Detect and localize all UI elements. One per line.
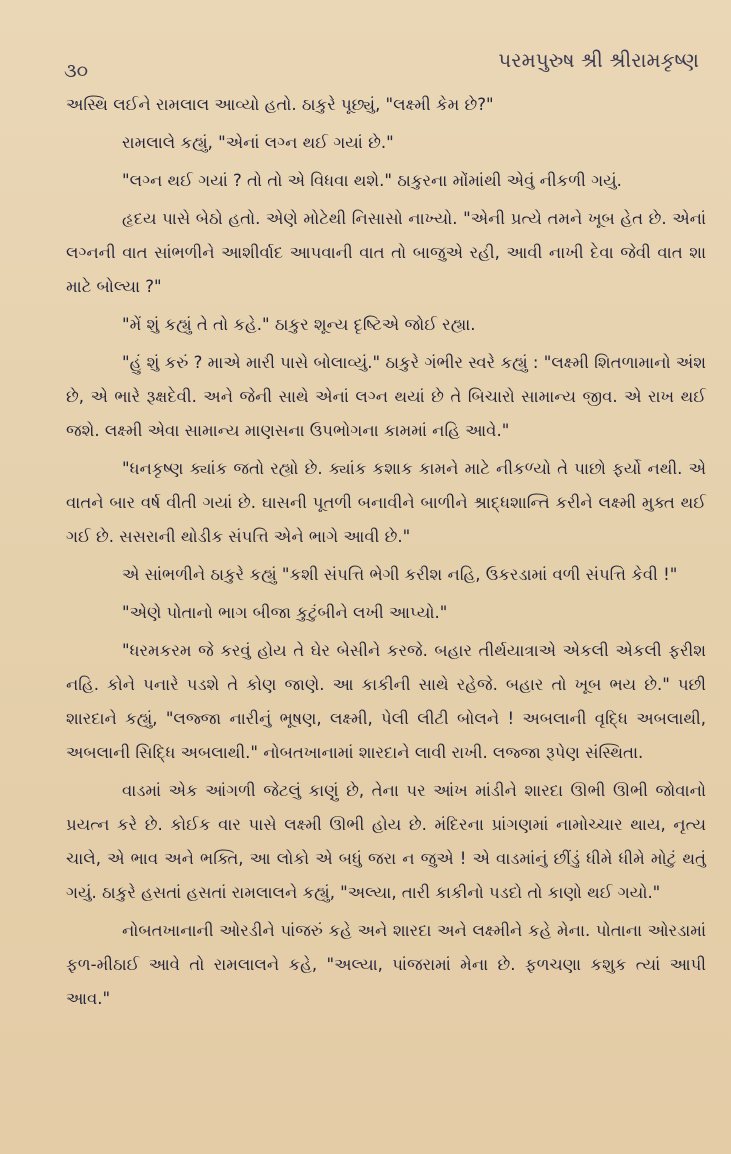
paragraph: "લગ્ન થઈ ગયાં ? તો તો એ વિધવા થશે." ઠાકુરના મોંમાંથી એવું નીકળી ગયું. xyxy=(122,171,622,190)
body-text xyxy=(66,88,706,1020)
paragraph: એ સાંભળીને ઠાકુરે કહ્યું "કશી સંપત્તિ ભેગી કરીશ નહિ, ઉકરડામાં વળી સંપત્તિ કેવી !" xyxy=(122,565,678,584)
paragraph: "મેં શું કહ્યું તે તો કહે." ઠાકુર શૂન્ય દૃષ્ટિએ જોઈ રહ્યા. xyxy=(122,315,476,334)
paragraph: હૃદય પાસે બેઠો હતો. એણે મોટેથી નિસાસો નાખ્યો. "એની પ્રત્યે તમને ખૂબ હેત છે. એનાં લગ્નની વાત સાંભળીને આશીર્વાદ આપવાની વાત તો બાજુએ રહી, આવી નાખી દેવા જેવી વાત શા માટે બોલ્યા ?" xyxy=(66,209,706,296)
paragraph: નોબતખાનાની ઓરડીને પાંજરું કહે અને શારદા અને લક્ષ્મીને કહે મેના. પોતાના ઓરડામાં ફળ-મીઠાઈ આવે તો રામલાલને કહે, "અલ્યા, પાંજરામાં મેના છે. ફળચણા કશુક ત્યાં આપી આવ." xyxy=(66,921,706,1008)
running-title: પરમપુરુષ શ્રી શ્રીરામકૃષ્ણ xyxy=(498,48,699,72)
page-header xyxy=(0,38,731,82)
paragraph: "એણે પોતાનો ભાગ બીજા કુટુંબીને લખી આપ્યો." xyxy=(122,603,448,622)
paragraph: "હું શું કરું ? માએ મારી પાસે બોલાવ્યું." ઠાકુરે ગંભીર સ્વરે કહ્યું : "લક્ષ્મી શિતળામાનો અંશ છે, એ ભારે રૂક્ષદેવી. અને જેની સાથે એનાં લગ્ન થયાં છે તે બિચારો સામાન્ય જીવ. એ રાખ થઈ જશે. લક્ષ્મી એવા સામાન્ય માણસના ઉપભોગના કામમાં નહિ આવે." xyxy=(66,353,706,440)
paragraph: "ધરમકરમ જે કરવું હોય તે ઘેર બેસીને કરજે. બહાર તીર્થયાત્રાએ એકલી એકલી ફરીશ નહિ. કોને પનારે પડશે તે કોણ જાણે. આ કાકીની સાથે રહેજે. બહાર તો ખૂબ ભય છે." પછી શારદાને કહ્યું, "લજ્જા નારીનું ભૂષણ, લક્ષ્મી, પેલી લીટી બોલને ! અબલાની વૃદ્ધિ અબલાથી, અબલાની સિદ્ધિ અબલાથી." નોબતખાનામાં શારદાને લાવી રાખી. લજ્જા રૂપેણ સંસ્થિતા. xyxy=(66,641,706,762)
paragraph: અસ્થિ લઈને રામલાલ આવ્યો હતો. ઠાકુરે પૂછ્યું, "લક્ષ્મી કેમ છે?" xyxy=(66,95,494,114)
paragraph: "ધનકૃષ્ણ ક્યાંક જતો રહ્યો છે. ક્યાંક કશાક કામને માટે નીકળ્યો તે પાછો ફર્યો નથી. એ વાતને બાર વર્ષ વીતી ગયાં છે. ઘાસની પૂતળી બનાવીને બાળીને શ્રાદ્ધશાન્તિ કરીને લક્ષ્મી મુક્ત થઈ ગઈ છે. સસરાની થોડીક સંપત્તિ એને ભાગે આવી છે." xyxy=(66,459,706,546)
paragraph: વાડમાં એક આંગળી જેટલું કાણું છે, તેના પર આંખ માંડીને શારદા ઊભી ઊભી જોવાનો પ્રયત્ન કરે છે. કોઈક વાર પાસે લક્ષ્મી ઊભી હોય છે. મંદિરના પ્રાંગણમાં નામોચ્ચાર થાય, નૃત્ય ચાલે, એ ભાવ અને ભક્તિ, આ લોકો એ બધું જરા ન જુએ ! એ વાડમાંનું છીંડું ધીમે ધીમે મોટું થતું ગયું. ઠાકુરે હસતાં હસતાં રામલાલને કહ્યું, "અલ્યા, તારી કાકીનો પડદો તો કાણો થઈ ગયો." xyxy=(66,781,706,902)
paragraph: રામલાલે કહ્યું, "એનાં લગ્ન થઈ ગયાં છે." xyxy=(122,133,394,152)
page-number: ૩૦ xyxy=(64,60,89,82)
